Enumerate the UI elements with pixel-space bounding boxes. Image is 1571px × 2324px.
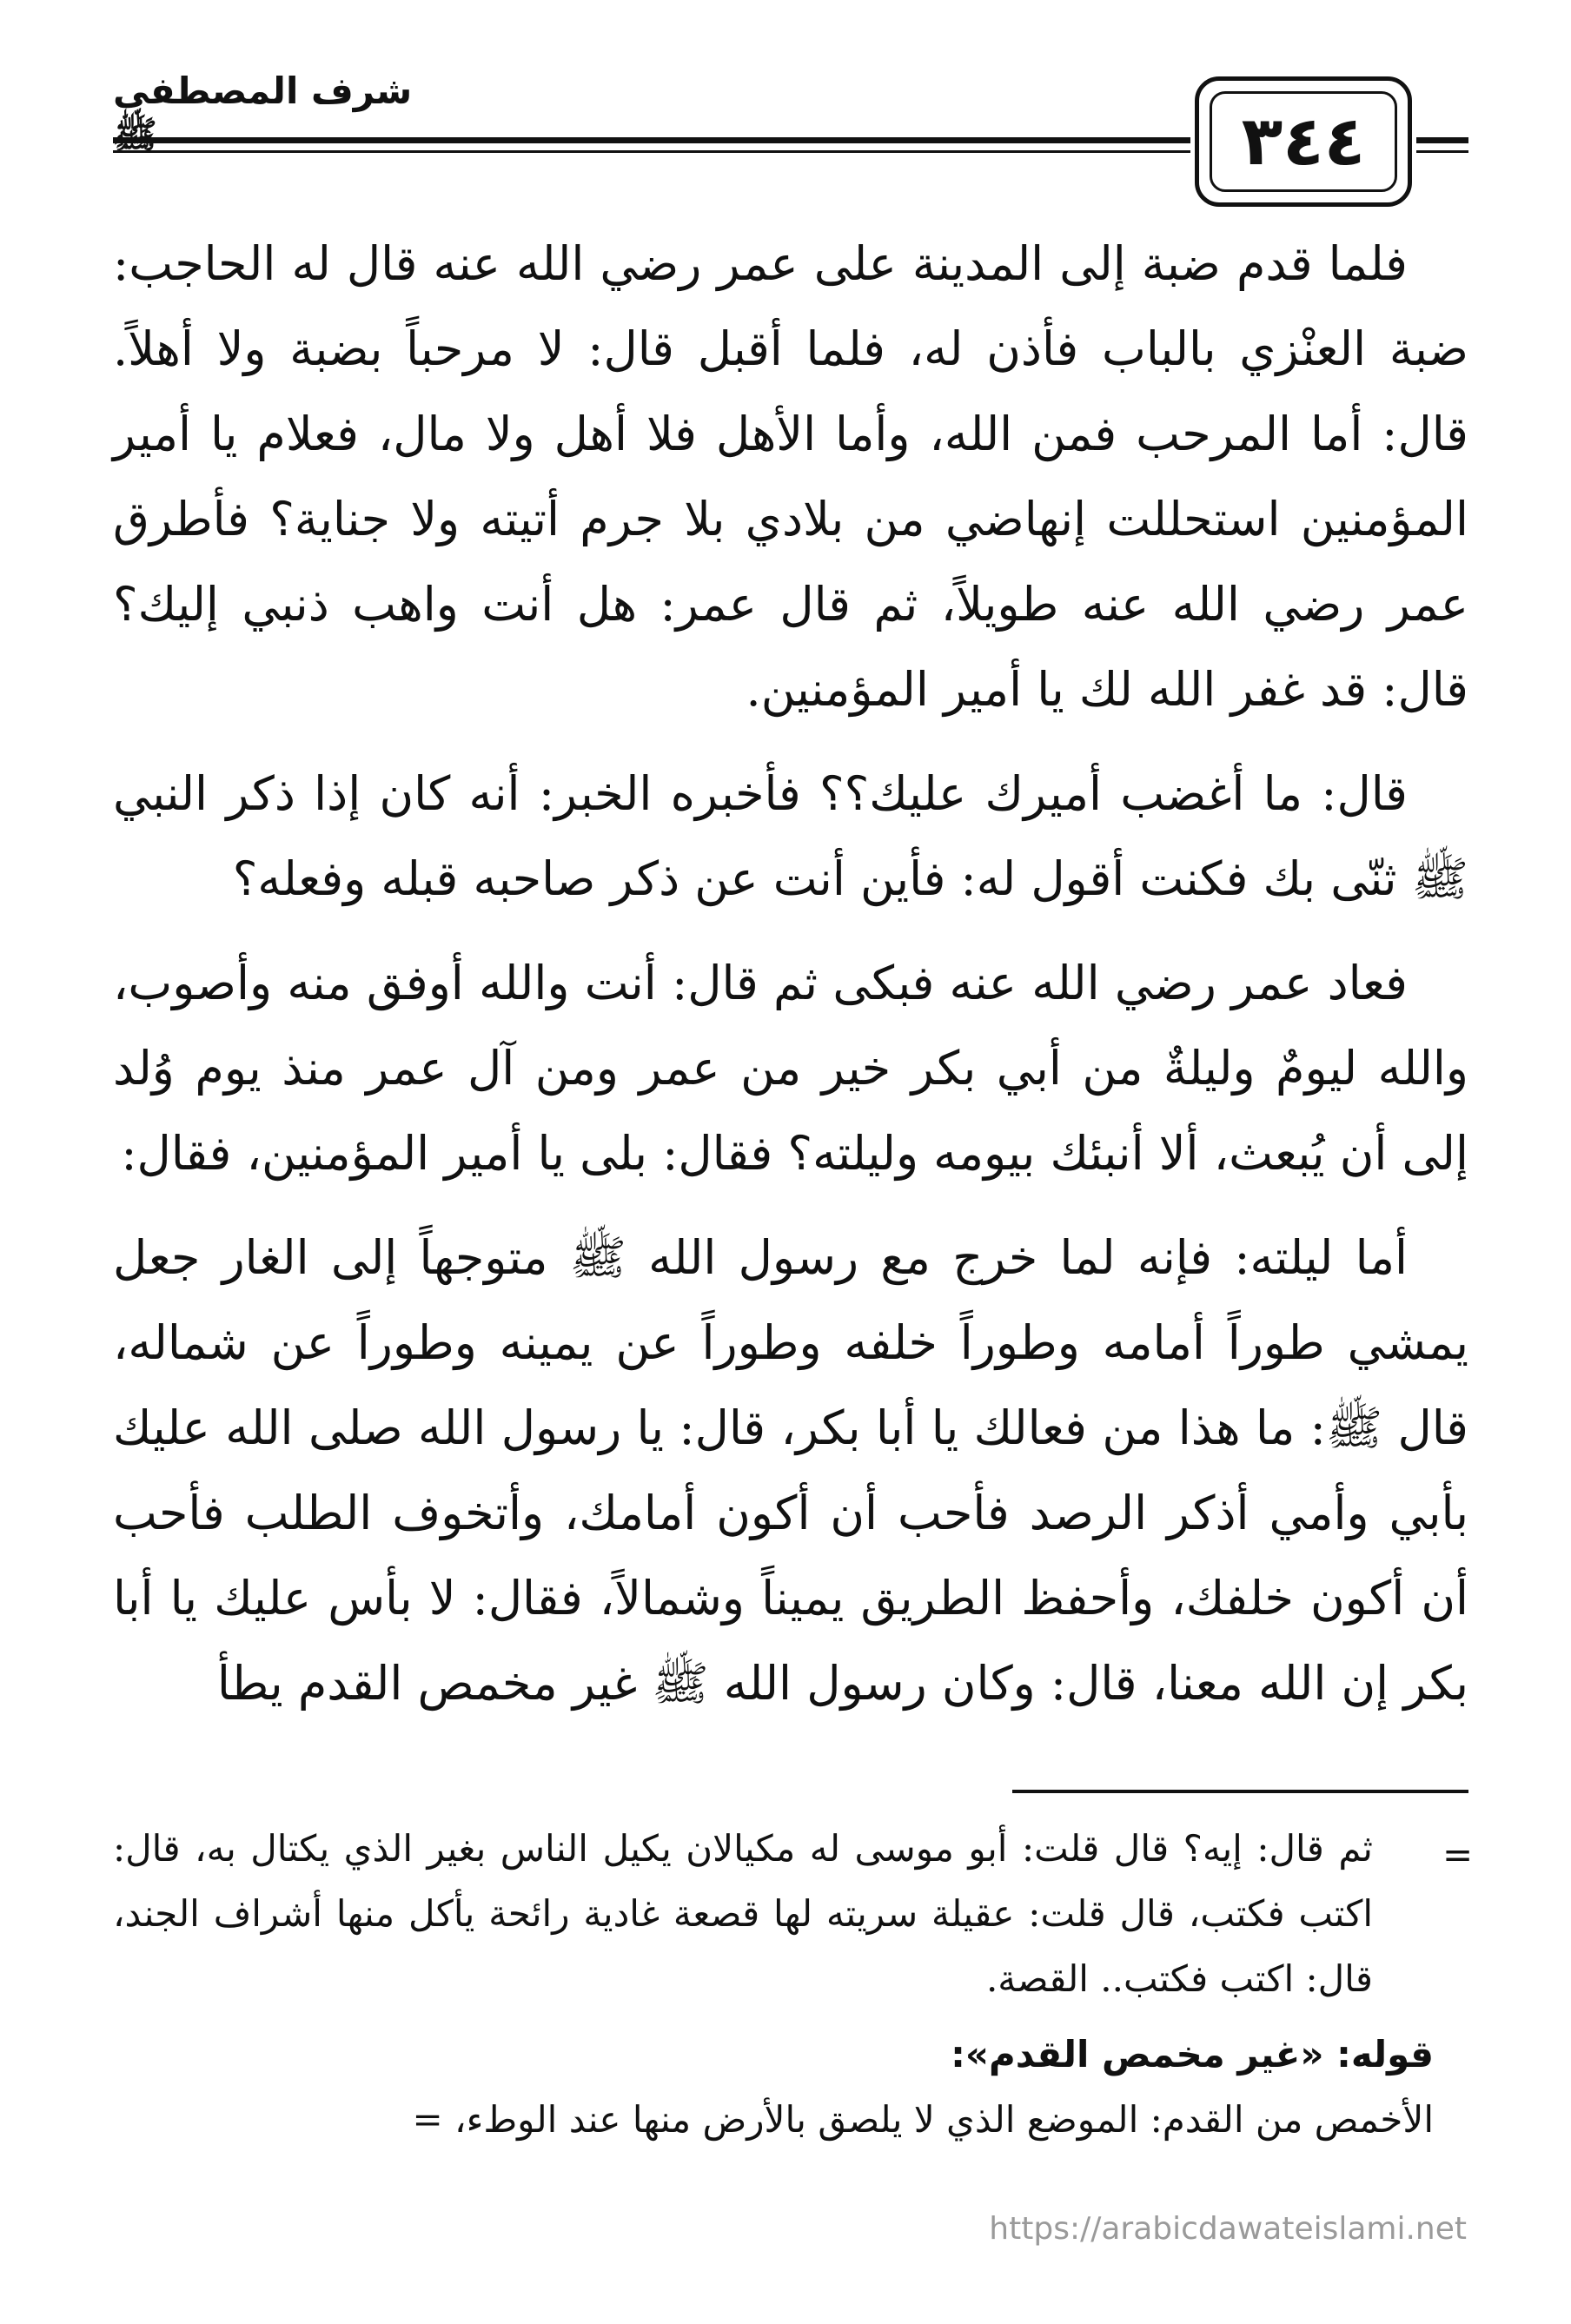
footnote-heading: قوله: «غير مخمص القدم»: [951,2033,1434,2076]
paragraph: فعاد عمر رضي الله عنه فبكى ثم قال: أنت والله أوفق منه وأصوب، والله ليومٌ وليلةٌ من أبي بكر خير من عمر ومن آل عمر منذ يوم وُلد إلى أن يُبعث، ألا أنبئك بيومه وليلته؟ فقال: بلى يا أمير المؤمنين، فقال: [113,956,1468,1181]
footnote-separator [1012,1790,1468,1793]
footnote-definition [113,2087,1434,2152]
main-text [113,222,1468,1745]
footnote-continuation: ثم قال: إيه؟ قال قلت: أبو موسى له مكيالان يكيل الناس بغير الذي يكتال به، قال: اكتب فكتب، قال قلت: عقيلة سريته لها قصعة غادية رائحة يأكل منها أشراف الجند، قال: اكتب فكتب.. القصة. [113,1827,1374,2000]
page-number: ٣٤٤ [1210,91,1397,192]
continuation-mark: = [1442,1833,1474,1876]
watermark-url: https://arabicdawateislami.net [989,2211,1467,2247]
paragraph: فلما قدم ضبة إلى المدينة على عمر رضي الله عنه قال له الحاجب: ضبة العنْزي بالباب فأذن له، فلما أقبل قال: لا مرحباً بضبة ولا أهلاً. قال: أما المرحب فمن الله، وأما الأهل فلا أهل ولا مال، فعلام يا أمير المؤمنين استحللت إنهاضي من بلادي بلا جرم أتيته ولا جناية؟ فأطرق عمر رضي الله عنه طويلاً، ثم قال عمر: هل أنت واهب ذنبي إليك؟ قال: قد غفر الله لك يا أمير المؤمنين. [113,236,1468,717]
paragraph: أما ليلته: فإنه لما خرج مع رسول الله ﷺ متوجهاً إلى الغار جعل يمشي طوراً أمامه وطوراً خلفه وطوراً عن يمينه وطوراً عن شماله، قال ﷺ: ما هذا من فعالك يا أبا بكر، قال: يا رسول الله صلى الله عليك بأبي وأمي أذكر الرصد فأحب أن أكون أمامك، وأتخوف الطلب فأحب أن أكون خلفك، وأحفظ الطريق يميناً وشمالاً، فقال: لا بأس عليك يا أبا بكر إن الله معنا، قال: وكان رسول الله ﷺ غير مخمص القدم يطأ [113,1230,1468,1711]
header-rule-right-thick [1416,137,1468,143]
running-title: شرف المصطفى ﷺ [113,70,413,156]
footnote-definition-text: الأخمص من القدم: الموضع الذي لا يلصق بالأرض منها عند الوطء، [454,2098,1434,2141]
page-header [113,70,1468,191]
header-rule-right-thin [1416,150,1468,153]
page-number-frame [1195,76,1412,207]
paragraph: قال: ما أغضب أميرك عليك؟؟ فأخبره الخبر: أنه كان إذا ذكر النبي ﷺ ثنّى بك فكنت أقول له: فأين أنت عن ذكر صاحبه قبله وفعله؟ [113,766,1468,906]
footnotes [113,1816,1434,2152]
definition-continuation-mark: = [412,2098,443,2141]
